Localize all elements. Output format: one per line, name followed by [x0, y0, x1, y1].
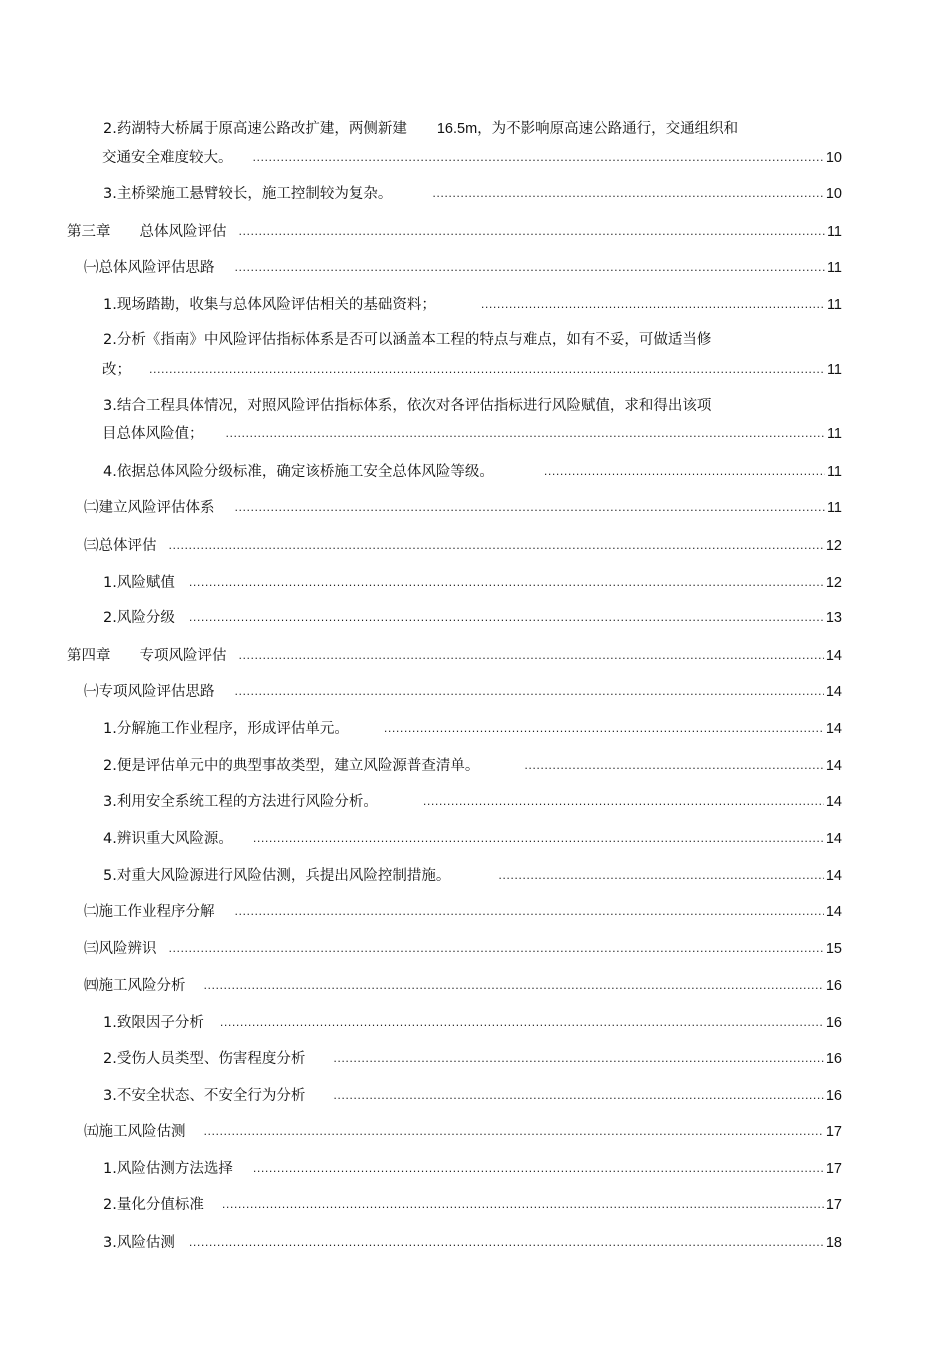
toc-entry[interactable] — [84, 902, 842, 922]
toc-leader-dots — [169, 538, 824, 556]
toc-page-number: 18 — [825, 1235, 842, 1251]
toc-entry-text: 2.量化分值标准 — [103, 1197, 204, 1213]
toc-entry[interactable] — [103, 1049, 842, 1069]
toc-entry[interactable] — [84, 939, 842, 959]
toc-entry-text: ㈤施工风险估测 — [84, 1124, 186, 1140]
toc-entry[interactable] — [84, 682, 842, 702]
toc-page-number: 11 — [826, 500, 842, 516]
toc-page-number: 14 — [825, 904, 842, 920]
toc-entry-text: ㈡施工作业程序分解 — [84, 904, 215, 920]
toc-entry-text: 3.利用安全系统工程的方法进行风险分析。 — [103, 794, 378, 810]
toc-leader-dots — [524, 758, 824, 776]
toc-entry-line1 — [103, 396, 711, 416]
toc-entry[interactable] — [84, 498, 842, 518]
toc-page-number: 11 — [826, 362, 842, 378]
toc-leader-dots — [253, 150, 824, 168]
toc-entry-text: 2.药湖特大桥属于原高速公路改扩建，两侧新建 — [103, 121, 407, 137]
toc-entry[interactable] — [84, 1122, 842, 1142]
toc-leader-dots — [235, 500, 825, 518]
toc-entry[interactable] — [103, 829, 842, 849]
toc-entry-text: ㈢总体评估 — [84, 538, 157, 554]
toc-entry-text: 3.风险估测 — [103, 1235, 175, 1251]
toc-page-number: 12 — [825, 538, 842, 554]
toc-leader-dots — [169, 941, 824, 959]
toc-entry[interactable] — [103, 1233, 842, 1253]
toc-entry-text: 1.风险估测方法选择 — [103, 1161, 233, 1177]
toc-leader-dots — [220, 1015, 824, 1033]
toc-entry-text: 1.现场踏勘，收集与总体风险评估相关的基础资料； — [103, 297, 436, 313]
toc-entry-text: ㈢风险辨识 — [84, 941, 157, 957]
toc-entry-text: 1.致限因子分析 — [103, 1015, 204, 1031]
toc-entry-text: 4.辨识重大风险源。 — [103, 831, 233, 847]
toc-page-number: 10 — [825, 186, 842, 202]
toc-leader-dots — [253, 831, 824, 849]
toc-entry-text: 2.分析《指南》中风险评估指标体系是否可以涵盖本工程的特点与难点，如有不妥，可做适当修 — [103, 332, 712, 348]
toc-page-number: 12 — [825, 575, 842, 591]
toc-page-number: 14 — [825, 648, 842, 664]
toc-page-number: 17 — [825, 1197, 842, 1213]
toc-page-number: 14 — [825, 721, 842, 737]
toc-leader-dots — [333, 1051, 824, 1069]
toc-leader-dots — [239, 224, 825, 242]
toc-entry-text: ㈠专项风险评估思路 — [84, 684, 215, 700]
toc-page-number: 16 — [825, 1015, 842, 1031]
toc-page-number: 15 — [825, 941, 842, 957]
toc-page-number: 11 — [826, 297, 842, 313]
toc-entry-text: 3.不安全状态、不安全行为分析 — [103, 1088, 306, 1104]
toc-page-number: 14 — [825, 831, 842, 847]
toc-entry-line1 — [103, 119, 738, 139]
toc-leader-dots — [204, 1124, 824, 1142]
toc-leader-dots — [481, 297, 825, 315]
toc-entry[interactable] — [103, 1195, 842, 1215]
toc-page-number: 17 — [825, 1161, 842, 1177]
toc-entry[interactable] — [103, 866, 842, 886]
toc-leader-dots — [235, 904, 824, 922]
toc-leader-dots — [423, 794, 824, 812]
toc-entry-text: 3.结合工程具体情况，对照风险评估指标体系，依次对各评估指标进行风险赋值，求和得出该项 — [103, 398, 712, 414]
toc-page-number: 13 — [825, 610, 842, 626]
toc-leader-dots — [544, 464, 825, 482]
toc-entry[interactable] — [84, 536, 842, 556]
toc-entry-text: ㈠总体风险评估思路 — [84, 260, 215, 276]
toc-leader-dots — [189, 575, 824, 593]
toc-entry[interactable] — [103, 573, 842, 593]
toc-entry-text: 2.风险分级 — [103, 610, 175, 626]
toc-page-number: 17 — [825, 1124, 842, 1140]
toc-leader-dots — [498, 868, 824, 886]
toc-entry[interactable] — [103, 295, 842, 315]
toc-entry-text: 改； — [102, 362, 131, 378]
toc-page-number: 11 — [826, 426, 842, 442]
toc-entry-text: 1.分解施工作业程序，形成评估单元。 — [103, 721, 349, 737]
toc-entry-text: 第三章 总体风险评估 — [67, 224, 227, 240]
toc-entry-text: 4.依据总体风险分级标准，确定该桥施工安全总体风险等级。 — [103, 464, 494, 480]
toc-entry[interactable] — [103, 184, 842, 204]
toc-entry[interactable] — [103, 462, 842, 482]
toc-entry[interactable] — [84, 976, 842, 996]
toc-entry[interactable] — [67, 646, 842, 666]
toc-leader-dots — [189, 610, 824, 628]
toc-entry[interactable] — [102, 424, 842, 444]
toc-entry[interactable] — [102, 148, 842, 168]
toc-entry[interactable] — [103, 1086, 842, 1106]
toc-entry[interactable] — [103, 1159, 842, 1179]
toc-page-number: 10 — [825, 150, 842, 166]
toc-leader-dots — [384, 721, 824, 739]
toc-leader-dots — [189, 1235, 824, 1253]
toc-entry[interactable] — [103, 1013, 842, 1033]
toc-entry-text: ㈣施工风险分析 — [84, 978, 186, 994]
toc-leader-dots — [149, 362, 825, 380]
toc-leader-dots — [333, 1088, 824, 1106]
toc-page-number: 14 — [825, 794, 842, 810]
toc-page-number: 14 — [825, 758, 842, 774]
toc-page-number: 11 — [826, 464, 842, 480]
toc-entry-text: 2.受伤人员类型、伤害程度分析 — [103, 1051, 306, 1067]
toc-entry-text: 2.便是评估单元中的典型事故类型，建立风险源普查清单。 — [103, 758, 480, 774]
toc-page-number: 14 — [825, 868, 842, 884]
toc-entry-text: ㈡建立风险评估体系 — [84, 500, 215, 516]
toc-entry-text: 第四章 专项风险评估 — [67, 648, 227, 664]
toc-entry[interactable] — [103, 792, 842, 812]
toc-page-number: 11 — [826, 260, 842, 276]
toc-page-number: 16 — [825, 1051, 842, 1067]
toc-page-number: 14 — [825, 684, 842, 700]
toc-entry-text: 5.对重大风险源进行风险估测，兵提出风险控制措施。 — [103, 868, 451, 884]
toc-entry[interactable] — [103, 719, 842, 739]
toc-leader-dots — [235, 260, 825, 278]
toc-leader-dots — [235, 684, 824, 702]
toc-entry-text: 16.5m，为不影响原高速公路通行，交通组织和 — [436, 121, 739, 137]
toc-leader-dots — [253, 1161, 824, 1179]
toc-leader-dots — [239, 648, 824, 666]
toc-entry-text: 1.风险赋值 — [103, 575, 175, 591]
toc-entry-text: 目总体风险值； — [102, 426, 204, 442]
toc-entry[interactable] — [67, 222, 842, 242]
toc-entry[interactable] — [102, 360, 842, 380]
toc-page-number: 16 — [825, 978, 842, 994]
toc-leader-dots — [226, 426, 825, 444]
toc-entry-text: 交通安全难度较大。 — [102, 150, 233, 166]
toc-page-number: 11 — [826, 224, 842, 240]
toc-page-number: 16 — [825, 1088, 842, 1104]
toc-leader-dots — [222, 1197, 824, 1215]
toc-entry[interactable] — [103, 608, 842, 628]
toc-leader-dots — [432, 186, 824, 204]
toc-entry-text: 3.主桥梁施工悬臂较长，施工控制较为复杂。 — [103, 186, 393, 202]
toc-leader-dots — [204, 978, 824, 996]
toc-entry[interactable] — [84, 258, 842, 278]
toc-entry[interactable] — [103, 756, 842, 776]
toc-entry-line1 — [103, 330, 711, 350]
